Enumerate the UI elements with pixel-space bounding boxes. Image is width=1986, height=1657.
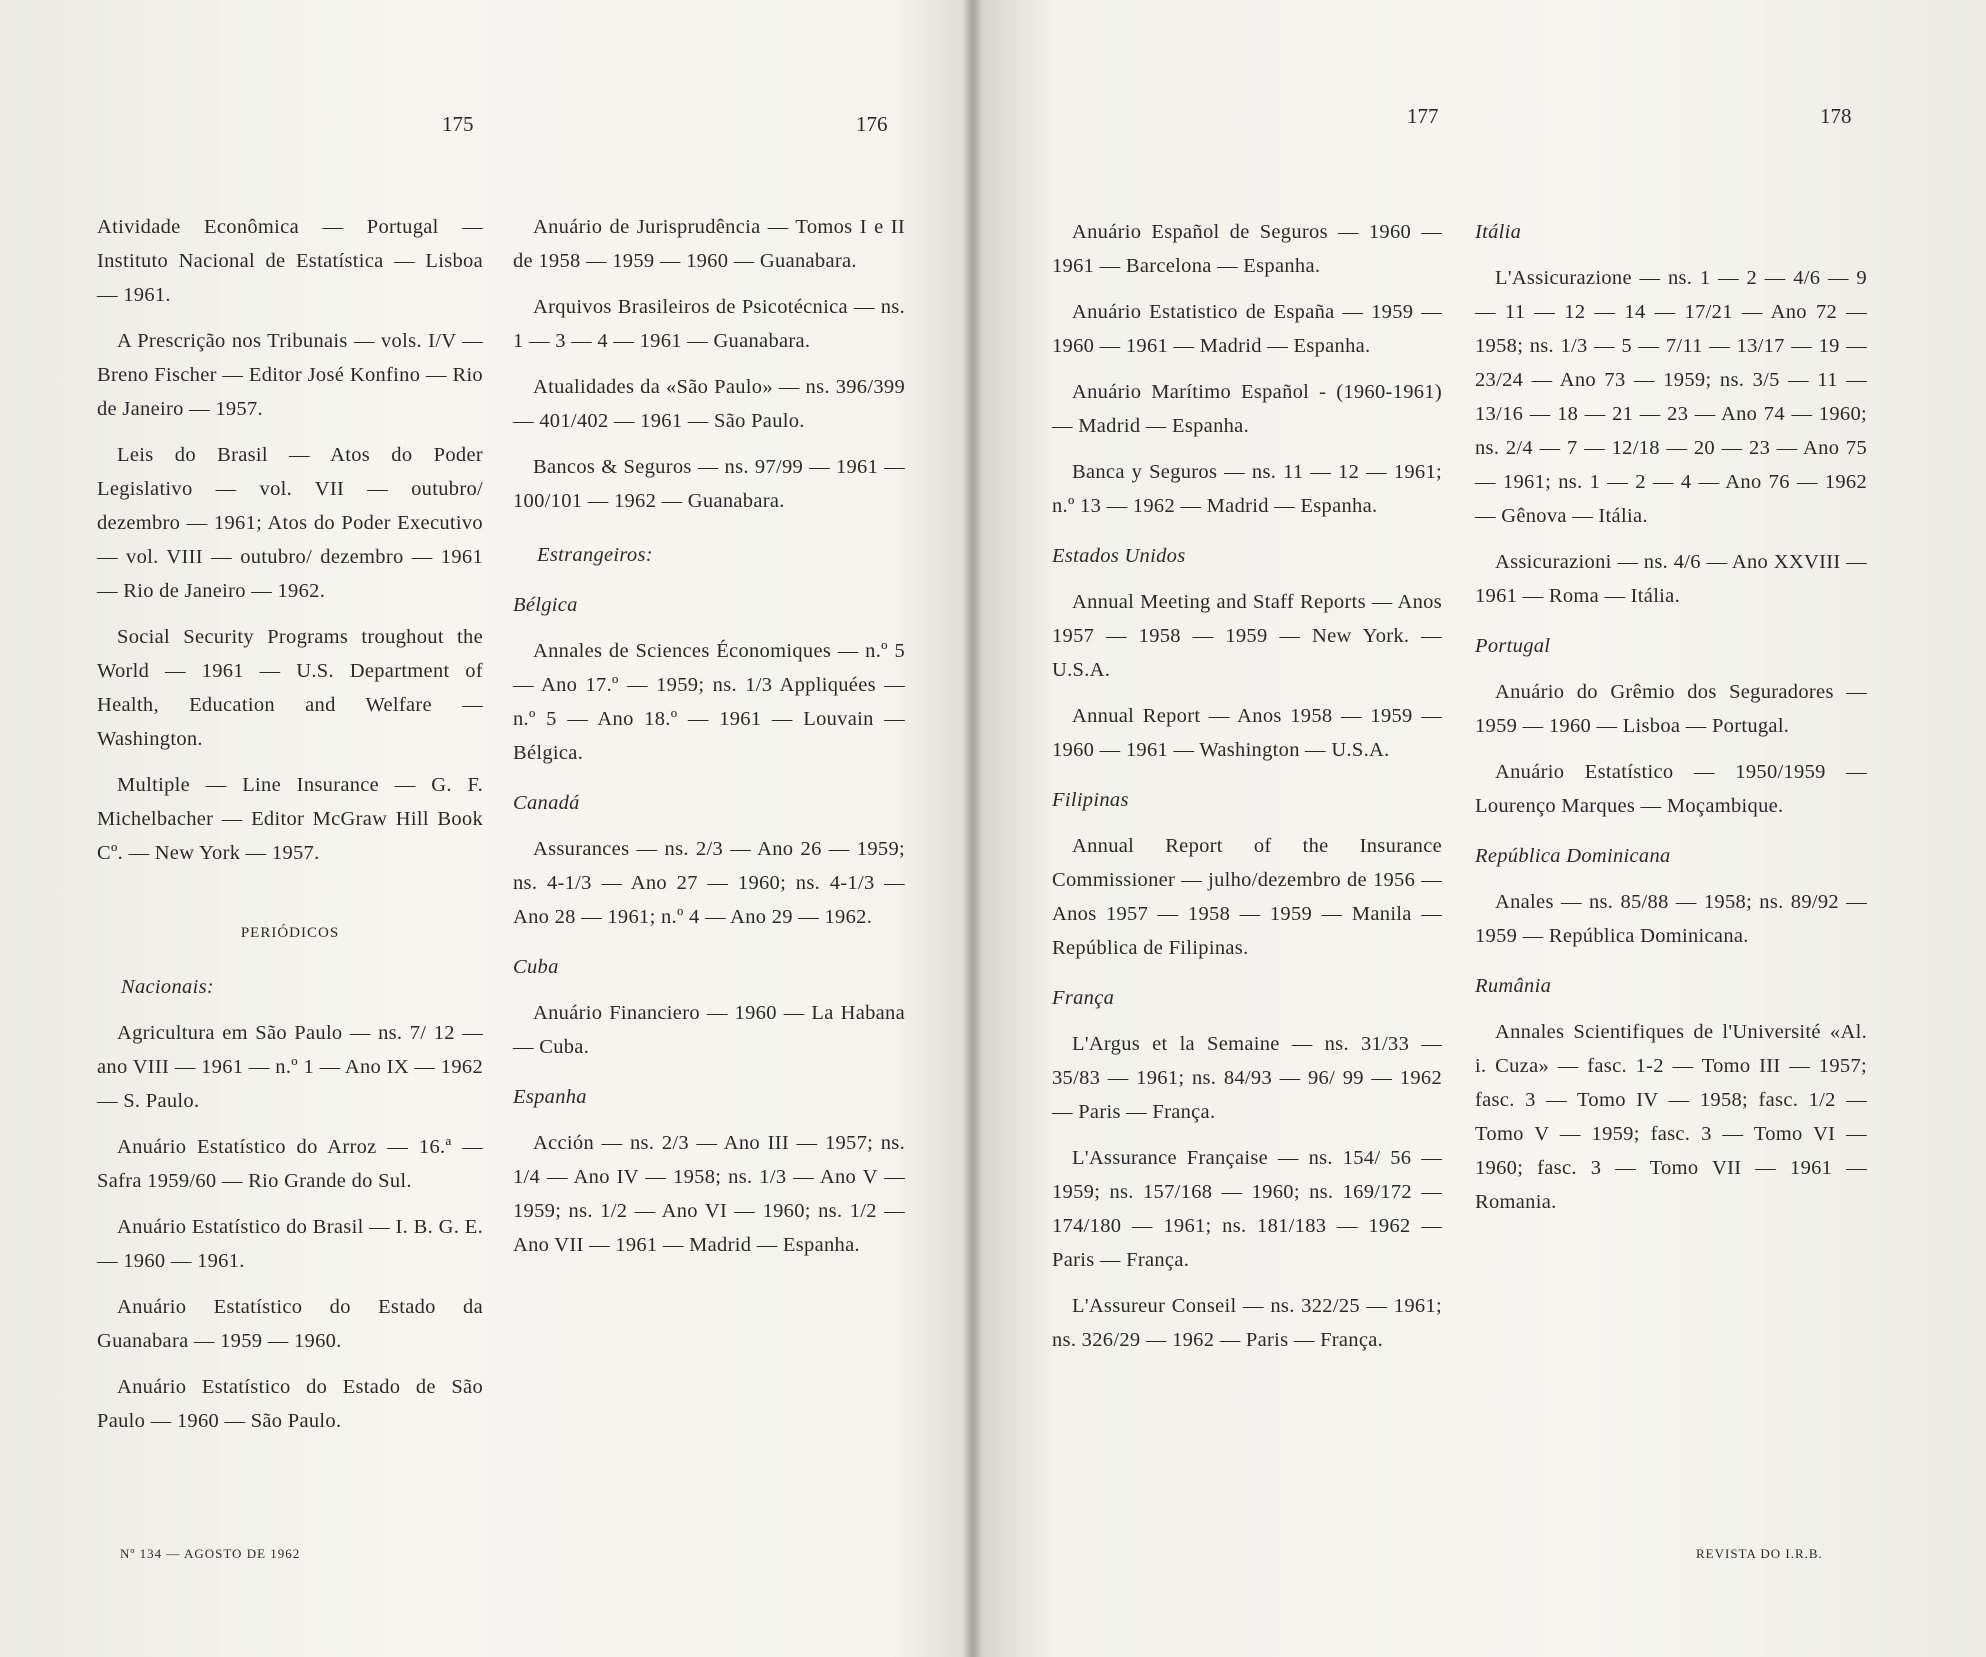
country-heading: Canadá: [513, 792, 580, 814]
country-heading: Espanha: [513, 1086, 587, 1108]
entry: Atividade Econômica — Portugal — Instituto Nacional de Estatística — Lisboa — 1961.: [97, 216, 483, 306]
column-page-177: [1052, 215, 1442, 1369]
entry: L'Assicurazione — ns. 1 — 2 — 4/6 — 9 — 11 — 12 — 14 — 17/21 — Ano 72 — 1958; ns. 1/3 — 5 — 7/11 — 13/17 — 19 — 23/24 — Ano 73 — 1959; ns. 3/5 — 11 — 13/16 — 18 — 21 — 23 — Ano 74 — 1960; ns. 2/4 — 7 — 12/18 — 20 — 23 — Ano 75 — 1961; ns. 1 — 2 — 4 — Ano 76 — 1962 — Gênova — Itália.: [1475, 267, 1867, 527]
entry: L'Argus et la Semaine — ns. 31/33 — 35/83 — 1961; ns. 84/93 — 96/ 99 — 1962 — Paris — França.: [1052, 1033, 1442, 1123]
entry: Social Security Programs troughout the World — 1961 — U.S. Department of Health, Education and Welfare — Washington.: [97, 626, 483, 750]
entry: Bancos & Seguros — ns. 97/99 — 1961 — 100/101 — 1962 — Guanabara.: [513, 456, 905, 512]
page-number-175: 175: [442, 112, 474, 136]
country-heading: Cuba: [513, 956, 559, 978]
subheading-estrangeiros: Estrangeiros:: [537, 544, 653, 566]
page-number-177: 177: [1407, 104, 1439, 128]
entry: Anuário Estatistico de España — 1959 — 1960 — 1961 — Madrid — Espanha.: [1052, 301, 1442, 357]
entry: Multiple — Line Insurance — G. F. Michelbacher — Editor McGraw Hill Book Cº. — New York — 1957.: [97, 774, 483, 864]
country-heading: Rumânia: [1475, 975, 1552, 997]
entry: Anuário Estatístico do Estado de São Paulo — 1960 — São Paulo.: [97, 1376, 483, 1432]
page-number-178: 178: [1820, 104, 1852, 128]
entry: Arquivos Brasileiros de Psicotécnica — ns. 1 — 3 — 4 — 1961 — Guanabara.: [513, 296, 905, 352]
column-page-175: [97, 210, 483, 1450]
entry: Annual Report — Anos 1958 — 1959 — 1960 — 1961 — Washington — U.S.A.: [1052, 705, 1442, 761]
entry: Anuário do Grêmio dos Seguradores — 1959 — 1960 — Lisboa — Portugal.: [1475, 681, 1867, 737]
entry: Anuário Estatístico — 1950/1959 — Lourenço Marques — Moçambique.: [1475, 761, 1867, 817]
country-heading: Portugal: [1475, 635, 1551, 657]
entry: Anuário Estatístico do Estado da Guanabara — 1959 — 1960.: [97, 1296, 483, 1352]
entry: Banca y Seguros — ns. 11 — 12 — 1961; n.º 13 — 1962 — Madrid — Espanha.: [1052, 461, 1442, 517]
entry: A Prescrição nos Tribunais — vols. I/V — Breno Fischer — Editor José Konfino — Rio de Janeiro — 1957.: [97, 330, 483, 420]
entry: Leis do Brasil — Atos do Poder Legislativo — vol. VII — outubro/ dezembro — 1961; Atos do Poder Executivo — vol. VIII — outubro/ dezembro — 1961 — Rio de Janeiro — 1962.: [97, 444, 483, 602]
entry: Annales Scientifiques de l'Université «Al. i. Cuza» — fasc. 1-2 — Tomo III — 1957; fasc. 3 — Tomo IV — 1958; fasc. 1/2 — Tomo V — 1959; fasc. 3 — Tomo VI — 1960; fasc. 3 — Tomo VII — 1961 — Romania.: [1475, 1021, 1867, 1213]
entry: Anuário Español de Seguros — 1960 — 1961 — Barcelona — Espanha.: [1052, 221, 1442, 277]
country-heading: Itália: [1475, 221, 1522, 243]
country-heading: República Dominicana: [1475, 845, 1671, 867]
entry: Acción — ns. 2/3 — Ano III — 1957; ns. 1/4 — Ano IV — 1958; ns. 1/3 — Ano V — 1959; ns. 1/2 — Ano VI — 1960; ns. 1/2 — Ano VII — 1961 — Madrid — Espanha.: [513, 1132, 905, 1256]
entry: Anuário de Jurisprudência — Tomos I e II de 1958 — 1959 — 1960 — Guanabara.: [513, 216, 905, 272]
entry: Anuário Marítimo Español - (1960-1961) — Madrid — Espanha.: [1052, 381, 1442, 437]
column-page-176: [513, 210, 905, 1274]
entry: Anuário Estatístico do Brasil — I. B. G. E. — 1960 — 1961.: [97, 1216, 483, 1272]
entry: Annual Meeting and Staff Reports — Anos 1957 — 1958 — 1959 — New York. — U.S.A.: [1052, 591, 1442, 681]
entry: L'Assurance Française — ns. 154/ 56 — 1959; ns. 157/168 — 1960; ns. 169/172 — 174/180 — 1961; ns. 181/183 — 1962 — Paris — França.: [1052, 1147, 1442, 1271]
country-heading: Bélgica: [513, 594, 578, 616]
country-heading: Estados Unidos: [1052, 545, 1186, 567]
entry: Annales de Sciences Économiques — n.º 5 — Ano 17.º — 1959; ns. 1/3 Appliquées — n.º 5 — Ano 18.º — 1961 — Louvain — Bélgica.: [513, 640, 905, 764]
column-page-178: [1475, 215, 1867, 1231]
section-title-periodicos: PERIÓDICOS: [240, 925, 340, 941]
entry: Assicurazioni — ns. 4/6 — Ano XXVIII — 1961 — Roma — Itália.: [1475, 551, 1867, 607]
entry: Atualidades da «São Paulo» — ns. 396/399 — 401/402 — 1961 — São Paulo.: [513, 376, 905, 432]
subheading-nacionais: Nacionais:: [121, 976, 214, 998]
country-heading: França: [1052, 987, 1115, 1009]
entry: Annual Report of the Insurance Commissioner — julho/dezembro de 1956 — Anos 1957 — 1958 — 1959 — Manila — República de Filipinas.: [1052, 835, 1442, 959]
page-number-176: 176: [856, 112, 888, 136]
entry: L'Assureur Conseil — ns. 322/25 — 1961; ns. 326/29 — 1962 — Paris — França.: [1052, 1295, 1442, 1351]
entry: Anales — ns. 85/88 — 1958; ns. 89/92 — 1959 — República Dominicana.: [1475, 891, 1867, 947]
entry: Anuário Financiero — 1960 — La Habana — Cuba.: [513, 1002, 905, 1058]
country-heading: Filipinas: [1052, 789, 1129, 811]
entry: Agricultura em São Paulo — ns. 7/ 12 — ano VIII — 1961 — n.º 1 — Ano IX — 1962 — S. Paulo.: [97, 1022, 483, 1112]
entry: Assurances — ns. 2/3 — Ano 26 — 1959; ns. 4-1/3 — Ano 27 — 1960; ns. 4-1/3 — Ano 28 — 1961; n.º 4 — Ano 29 — 1962.: [513, 838, 905, 928]
footer-publication: REVISTA DO I.R.B.: [1696, 1546, 1823, 1561]
book-gutter: [962, 0, 982, 1657]
entry: Anuário Estatístico do Arroz — 16.ª — Safra 1959/60 — Rio Grande do Sul.: [97, 1136, 483, 1192]
footer-issue-date: Nº 134 — AGOSTO DE 1962: [120, 1546, 301, 1561]
